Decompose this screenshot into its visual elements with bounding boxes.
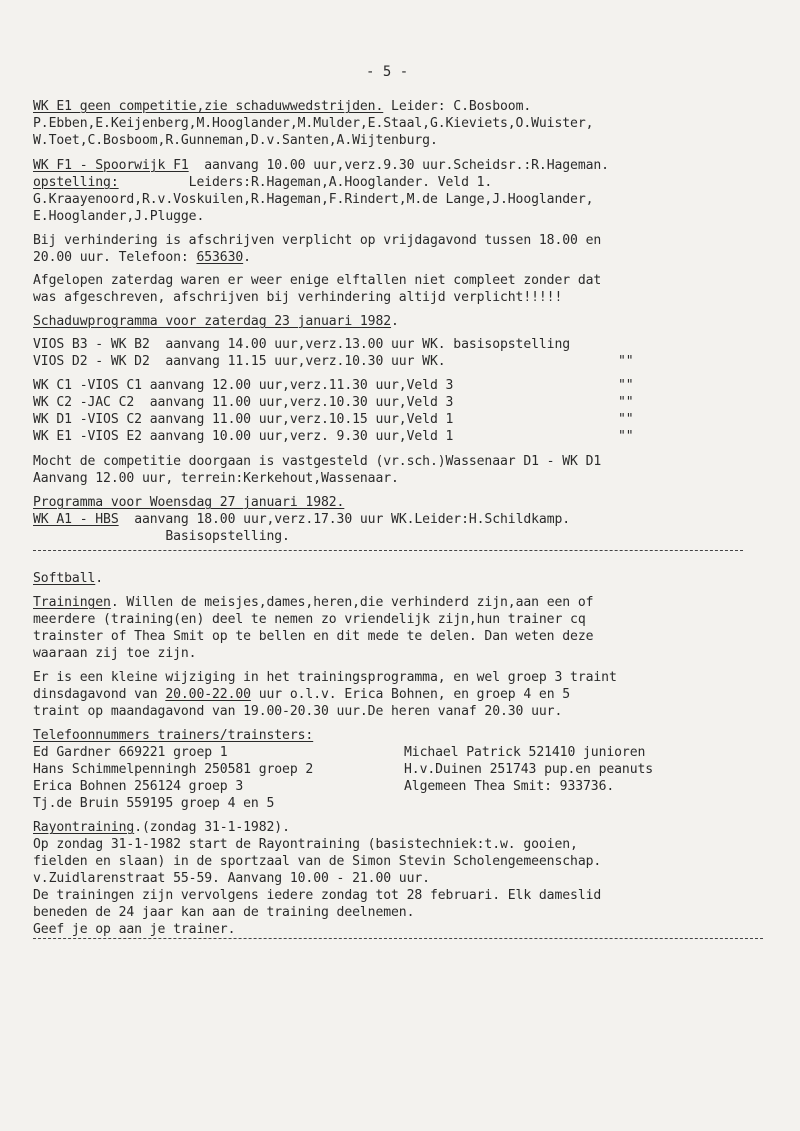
wk-e1-heading — [33, 98, 531, 115]
wk-f1-match: WK F1 - Spoorwijk F1 — [33, 158, 189, 173]
rayon-title — [33, 819, 290, 836]
trainingen-label: Trainingen — [33, 595, 111, 610]
schaduw-row-4-text: WK D1 -VIOS C2 aanvang 11.00 uur,verz.10.15 uur,Veld 1 — [33, 412, 454, 427]
trainingen-line-3: trainster of Thea Smit op te bellen en dit mede te delen. Dan weten deze — [33, 629, 594, 644]
schaduw-row-2-text: WK C1 -VIOS C1 aanvang 12.00 uur,verz.11.30 uur,Veld 3 — [33, 378, 454, 393]
trainingen-line-1 — [33, 594, 593, 611]
telefoon-left-1: Hans Schimmelpenningh 250581 groep 2 — [33, 762, 314, 777]
rayon-date: .(zondag 31-1-1982). — [134, 820, 290, 835]
rayon-line-3: v.Zuidlarenstraat 55-59. Aanvang 10.00 - 21.00 uur. — [33, 871, 430, 886]
woensdag-title: Programma voor Woensdag 27 januari 1982. — [33, 495, 345, 510]
softball-title-text: Softball — [33, 571, 96, 586]
afgelopen-line-2: was afgeschreven, afschrijven bij verhindering altijd verplicht!!!!! — [33, 290, 563, 305]
schaduw-row-5-text: WK E1 -VIOS E2 aanvang 10.00 uur,verz. 9.30 uur,Veld 1 — [33, 429, 454, 444]
wk-e1-leader: Leider: C.Bosboom. — [383, 99, 532, 114]
woensdag-details: aanvang 18.00 uur,verz.17.30 uur WK.Leider:H.Schildkamp. — [118, 512, 571, 527]
wk-f1-details: aanvang 10.00 uur,verz.9.30 uur.Scheidsr.:R.Hageman. — [188, 158, 609, 173]
trainingen-text: . Willen de meisjes,dames,heren,die verhinderd zijn,aan een of — [110, 595, 594, 610]
telefoon-left-3: Tj.de Bruin 559195 groep 4 en 5 — [33, 796, 275, 811]
mocht-line-1: Mocht de competitie doorgaan is vastgesteld (vr.sch.)Wassenaar D1 - WK D1 — [33, 454, 602, 469]
schaduw-row-2 — [33, 377, 634, 394]
wk-e1-players-2: W.Toet,C.Bosboom,R.Gunneman,D.v.Santen,A.Wijtenburg. — [33, 133, 438, 148]
trainingen-line-2: meerdere (training(en) deel te nemen zo vriendelijk zijn,hun trainer cq — [33, 612, 586, 627]
afschrijven-text: 20.00 uur. Telefoon: — [33, 250, 197, 265]
ditto-mark: "" — [618, 378, 634, 393]
softball-title-period: . — [95, 571, 104, 586]
woensdag-match-line — [33, 511, 570, 528]
telefoon-left-2: Erica Bohnen 256124 groep 3 — [33, 779, 244, 794]
wk-f1-opstelling — [33, 174, 492, 191]
ditto-mark: "" — [618, 412, 634, 427]
wijziging-line-1: Er is een kleine wijziging in het trainingsprogramma, en wel groep 3 traint — [33, 670, 617, 685]
wk-e1-players-1: P.Ebben,E.Keijenberg,M.Hooglander,M.Mulder,E.Staal,G.Kieviets,O.Wuister, — [33, 116, 594, 131]
wijziging-line-3: traint op maandagavond van 19.00-20.30 uur.De heren vanaf 20.30 uur. — [33, 704, 563, 719]
wk-f1-players-2: E.Hooglander,J.Plugge. — [33, 209, 205, 224]
wijziging-text: dinsdagavond van — [33, 687, 166, 702]
trainingen-line-4: waaraan zij toe zijn. — [33, 646, 197, 661]
schaduw-title-period: . — [391, 314, 399, 329]
afgelopen-line-1: Afgelopen zaterdag waren er weer enige elftallen niet compleet zonder dat — [33, 273, 602, 288]
schaduw-row-3-text: WK C2 -JAC C2 aanvang 11.00 uur,verz.10.30 uur,Veld 3 — [33, 395, 454, 410]
schaduw-title — [33, 313, 399, 330]
schaduw-row-4 — [33, 411, 634, 428]
afschrijven-line-2 — [33, 249, 251, 266]
rayon-line-4: De trainingen zijn vervolgens iedere zondag tot 28 februari. Elk dameslid — [33, 888, 602, 903]
wk-f1-opstelling-label: opstelling: — [33, 175, 119, 190]
telefoon-right-0: Michael Patrick 521410 junioren — [404, 745, 646, 760]
schaduw-row-1-text: VIOS D2 - WK D2 aanvang 11.15 uur,verz.10.30 uur WK. — [33, 354, 446, 369]
woensdag-match: WK A1 - HBS — [33, 512, 119, 527]
telefoon-title: Telefoonnummers trainers/trainsters: — [33, 728, 314, 743]
rayon-line-1: Op zondag 31-1-1982 start de Rayontraining (basistechniek:t.w. gooien, — [33, 837, 578, 852]
schaduw-row-0: VIOS B3 - WK B2 aanvang 14.00 uur,verz.13.00 uur WK. basisopstelling — [33, 337, 571, 352]
rayon-title-text: Rayontraining — [33, 820, 135, 835]
ditto-mark: "" — [618, 429, 634, 444]
rayon-line-5: beneden de 24 jaar kan aan de training deelnemen. — [33, 905, 415, 920]
schaduw-row-3 — [33, 394, 634, 411]
rayon-line-2: fielden en slaan) in de sportzaal van de Simon Stevin Scholengemeenschap. — [33, 854, 602, 869]
schaduw-title-text: Schaduwprogramma voor zaterdag 23 januari 1982 — [33, 314, 392, 329]
telefoon-right-1: H.v.Duinen 251743 pup.en peanuts — [404, 762, 654, 777]
ditto-mark: "" — [618, 354, 634, 369]
page-number: - 5 - — [366, 64, 409, 80]
softball-title — [33, 570, 103, 587]
wijziging-line-2 — [33, 686, 570, 703]
wijziging-time: 20.00-22.00 — [165, 687, 251, 702]
wijziging-text-rest: uur o.l.v. Erica Bohnen, en groep 4 en 5 — [250, 687, 571, 702]
telefoon-left-0: Ed Gardner 669221 groep 1 — [33, 745, 228, 760]
divider-dashed-bottom — [33, 938, 763, 939]
afschrijven-period: . — [243, 250, 251, 265]
rayon-line-6: Geef je op aan je trainer. — [33, 922, 236, 937]
telefoon-right-2: Algemeen Thea Smit: 933736. — [404, 779, 615, 794]
wk-f1-players-1: G.Kraayenoord,R.v.Voskuilen,R.Hageman,F.Rindert,M.de Lange,J.Hooglander, — [33, 192, 594, 207]
afschrijven-phone: 653630 — [196, 250, 244, 265]
afschrijven-line-1: Bij verhindering is afschrijven verplicht op vrijdagavond tussen 18.00 en — [33, 233, 602, 248]
mocht-line-2: Aanvang 12.00 uur, terrein:Kerkehout,Wassenaar. — [33, 471, 399, 486]
schaduw-row-5 — [33, 428, 634, 445]
divider-dashed — [33, 550, 743, 551]
wk-f1-leaders: Leiders:R.Hageman,A.Hooglander. Veld 1. — [118, 175, 493, 190]
wk-e1-heading-underlined: WK E1 geen competitie,zie schaduwwedstrijden. — [33, 99, 384, 114]
wk-f1-heading — [33, 157, 609, 174]
woensdag-line-2: Basisopstelling. — [33, 529, 290, 544]
schaduw-row-1 — [33, 353, 634, 370]
ditto-mark: "" — [618, 395, 634, 410]
